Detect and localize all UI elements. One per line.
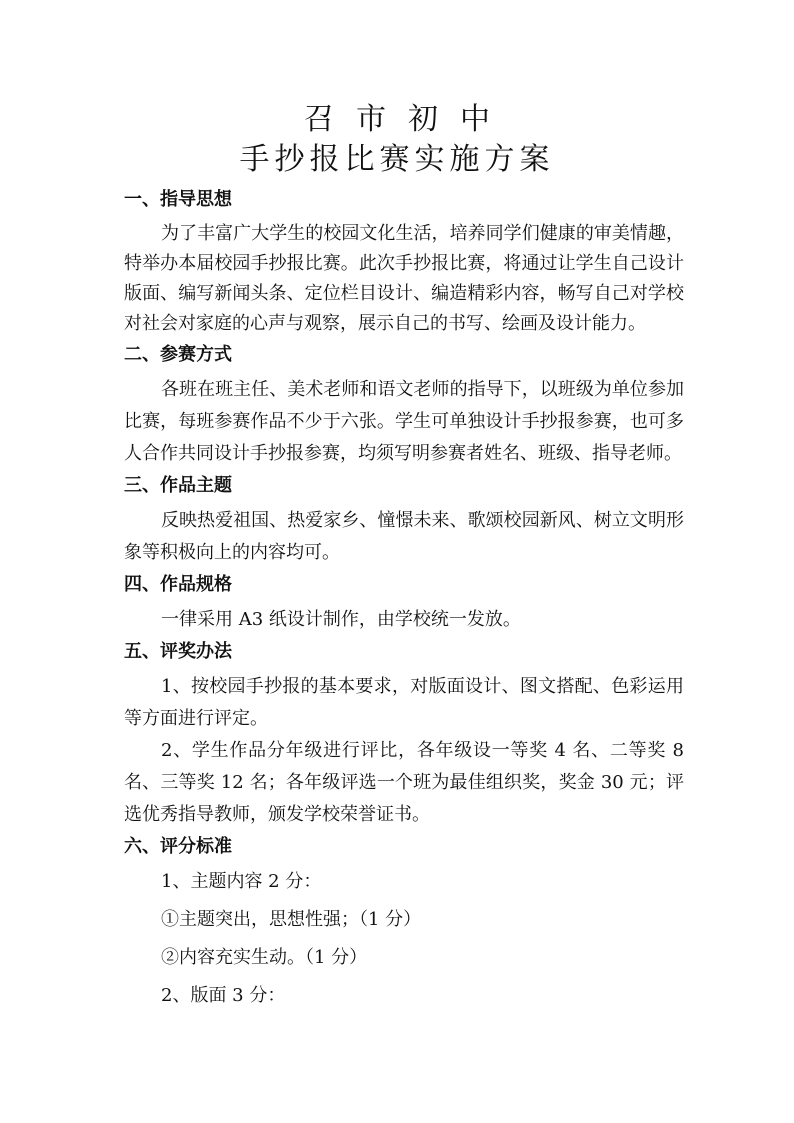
- section-heading-guiding-ideology: 一、指导思想: [124, 189, 232, 210]
- section-paragraph: 反映热爱祖国、热爱家乡、憧憬未来、歌颂校园新风、树立文明形象等积极向上的内容均可。: [124, 510, 684, 563]
- section-heading-scoring-criteria: 六、评分标准: [124, 836, 232, 857]
- document-subtitle: 手抄报比赛实施方案: [239, 142, 555, 177]
- criteria-item: ②内容充实生动。（1 分）: [161, 947, 368, 968]
- section-heading-specification: 四、作品规格: [124, 574, 232, 595]
- section-paragraph: 各班在班主任、美术老师和语文老师的指导下，以班级为单位参加比赛，每班参赛作品不少于六张。学生可单独设计手抄报参赛，也可多人合作共同设计手抄报参赛，均须写明参赛者姓名、班级、指导老师。: [124, 379, 684, 464]
- criteria-item: 2、版面 3 分：: [161, 985, 286, 1006]
- section-paragraph: 1、按校园手抄报的基本要求，对版面设计、图文搭配、色彩运用等方面进行评定。: [124, 676, 684, 729]
- document-title: 召市初中: [304, 102, 512, 137]
- document-body: [124, 184, 684, 1018]
- section-paragraph: 为了丰富广大学生的校园文化生活，培养同学们健康的审美情趣，特举办本届校园手抄报比赛。此次手抄报比赛，将通过让学生自己设计版面、编写新闻头条、定位栏目设计、编造精彩内容，畅写自己对学校对社会对家庭的心声与观察，展示自己的书写、绘画及设计能力。: [124, 223, 684, 334]
- section-heading-award-method: 五、评奖办法: [124, 641, 232, 662]
- criteria-item: ①主题突出，思想性强；（1 分）: [161, 909, 422, 930]
- criteria-item: 1、主题内容 2 分：: [161, 871, 322, 892]
- section-paragraph: 一律采用 A3 纸设计制作，由学校统一发放。: [161, 609, 521, 630]
- section-paragraph: 2、学生作品分年级进行评比，各年级设一等奖 4 名、二等奖 8 名、三等奖 12 名；各年级评选一个班为最佳组织奖，奖金 30 元；评选优秀指导教师，颁发学校荣誉证书。: [124, 740, 684, 825]
- section-heading-theme: 三、作品主题: [124, 475, 232, 496]
- section-heading-participation: 二、参赛方式: [124, 344, 232, 365]
